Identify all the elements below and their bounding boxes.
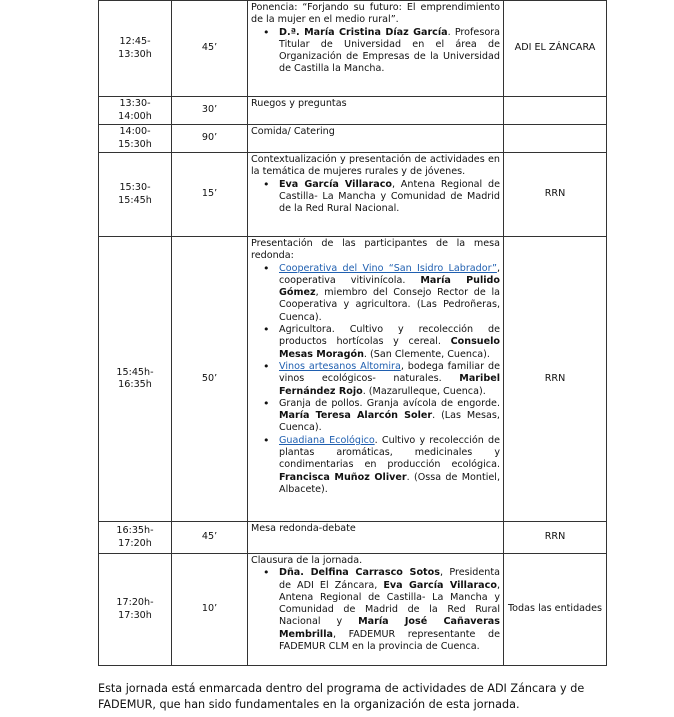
time-line: 16:35h- (116, 525, 154, 537)
speaker-list (251, 567, 500, 653)
time-line: 15:30- (119, 182, 151, 194)
speaker-item (279, 435, 500, 496)
agenda-row (99, 522, 607, 554)
speaker-name: Eva García Villaraco (383, 579, 497, 591)
speaker-text: , miembro del Consejo Rector de la Cooperativa y agricultora. (Las Pedroñeras, Cuenca). (279, 287, 500, 323)
speaker-text: Agricultora. Cultivo y recolección de productos hortícolas y cereal. (279, 324, 500, 348)
organizer-cell: RRN (504, 153, 607, 237)
time-cell (99, 153, 172, 237)
entity-link[interactable]: Cooperativa del Vino “San Isidro Labrador” (279, 262, 497, 274)
speaker-name: Eva García Villaraco (279, 178, 392, 190)
duration-cell: 45’ (172, 522, 248, 554)
speaker-item (279, 361, 500, 398)
session-title: Contextualización y presentación de actividades en la temática de mujeres rurales y de jóvenes. (251, 154, 500, 178)
duration-cell: 10’ (172, 554, 248, 666)
speaker-text: . (Ossa de Montiel, Albacete). (279, 471, 500, 495)
speaker-text: , Antena Regional de Castilla- La Mancha y Comunidad de Madrid de la Red Rural Nacional. (279, 178, 500, 215)
speaker-text: Granja de pollos. Granja avícola de engorde. (279, 397, 500, 409)
time-line: 14:00- (119, 126, 151, 138)
agenda-table (98, 0, 607, 666)
time-line: 17:20h- (116, 597, 154, 609)
speaker-text: . (San Clemente, Cuenca). (363, 348, 490, 360)
description-cell (248, 125, 504, 153)
speaker-list (251, 179, 500, 216)
time-cell (99, 1, 172, 97)
speaker-list (251, 263, 500, 497)
speaker-text: , FADEMUR representante de FADEMUR CLM en la provincia de Cuenca. (279, 628, 500, 653)
speaker-name: María José Cañaveras Membrilla (279, 616, 500, 640)
organizer-cell: ADI EL ZÁNCARA (504, 1, 607, 97)
entity-link[interactable]: Vinos artesanos Altomira (279, 360, 401, 372)
time-cell (99, 237, 172, 522)
time-line: 15:45h (118, 194, 152, 206)
speaker-text: , Presidenta de ADI El Záncara, (279, 567, 500, 591)
session-title: Clausura de la jornada. (251, 555, 363, 566)
speaker-item (279, 567, 500, 653)
time-cell (99, 97, 172, 125)
time-cell (99, 125, 172, 153)
agenda-row (99, 125, 607, 153)
speaker-text: , bodega familiar de vinos ecológicos- naturales. (279, 360, 500, 385)
duration-cell: 45’ (172, 1, 248, 97)
agenda-row (99, 97, 607, 125)
description-cell (248, 237, 504, 522)
duration-cell: 30’ (172, 97, 248, 125)
time-line: 14:00h (118, 110, 152, 122)
session-title: Mesa redonda-debate (251, 523, 356, 534)
time-line: 13:30- (119, 98, 151, 110)
description-cell (248, 522, 504, 554)
speaker-item (279, 27, 500, 76)
time-line: 17:20h (118, 537, 152, 549)
agenda-row (99, 1, 607, 97)
organizer-cell (504, 125, 607, 153)
time-line: 17:30h (118, 609, 152, 621)
time-cell (99, 554, 172, 666)
description-cell (248, 153, 504, 237)
speaker-text: . (Las Mesas, Cuenca). (279, 410, 500, 434)
time-line: 13:30h (118, 48, 152, 60)
description-cell (248, 1, 504, 97)
time-cell (99, 522, 172, 554)
agenda-row (99, 554, 607, 666)
organizer-cell: RRN (504, 522, 607, 554)
session-title: Comida/ Catering (251, 126, 335, 137)
duration-cell: 15’ (172, 153, 248, 237)
speaker-text: . Profesora Titular de Universidad en el área de Organización de Empresas de la Universidad de Castilla la Mancha. (279, 26, 501, 75)
organizer-cell: Todas las entidades (504, 554, 607, 666)
speaker-item (279, 179, 500, 216)
speaker-name: Francisca Muñoz Oliver (279, 471, 407, 483)
entity-link[interactable]: Guadiana Ecológico (279, 434, 375, 446)
speaker-name: Consuelo Mesas Moragón (279, 336, 500, 360)
speaker-name: María Teresa Alarcón Soler (279, 410, 433, 422)
description-cell (248, 554, 504, 666)
description-cell (248, 97, 504, 125)
time-line: 15:30h (118, 138, 152, 150)
session-title: Ruegos y preguntas (251, 98, 347, 109)
speaker-text: . Cultivo y recolección de plantas aromáticas, medicinales y condimentarias en producción ecológica. (279, 434, 500, 471)
footer-note: Esta jornada está enmarcada dentro del programa de actividades de ADI Záncara y de FADEMUR, que han sido fundamentales en la organización de esta jornada. (98, 682, 585, 711)
time-line: 12:45- (119, 36, 151, 48)
session-title: Presentación de las participantes de la mesa redonda: (251, 238, 500, 262)
speaker-item (279, 324, 500, 361)
speaker-text: , cooperativa vitivinícola. (279, 262, 500, 286)
speaker-name: D.ª. María Cristina Díaz García (279, 26, 448, 38)
duration-cell: 90’ (172, 125, 248, 153)
agenda-body (99, 1, 607, 666)
speaker-list (251, 27, 500, 76)
speaker-text: , Antena Regional de Castilla- La Mancha y Comunidad de Madrid de la Red Rural Nacional y (279, 579, 500, 628)
speaker-item (279, 263, 500, 324)
agenda-row (99, 237, 607, 522)
speaker-name: Maribel Fernández Rojo (279, 373, 500, 397)
agenda-row (99, 153, 607, 237)
organizer-cell (504, 97, 607, 125)
session-title: Ponencia: “Forjando su futuro: El emprendimiento de la mujer en el medio rural”. (251, 2, 500, 26)
time-line: 16:35h (118, 379, 152, 390)
time-line: 15:45h- (116, 366, 154, 378)
speaker-name: María Pulido Gómez (279, 274, 500, 299)
speaker-item (279, 398, 500, 435)
speaker-text: . (Mazarulleque, Cuenca). (362, 385, 486, 397)
speaker-name: Dña. Delfina Carrasco Sotos (279, 567, 440, 579)
organizer-cell: RRN (504, 237, 607, 522)
duration-cell: 50’ (172, 237, 248, 522)
